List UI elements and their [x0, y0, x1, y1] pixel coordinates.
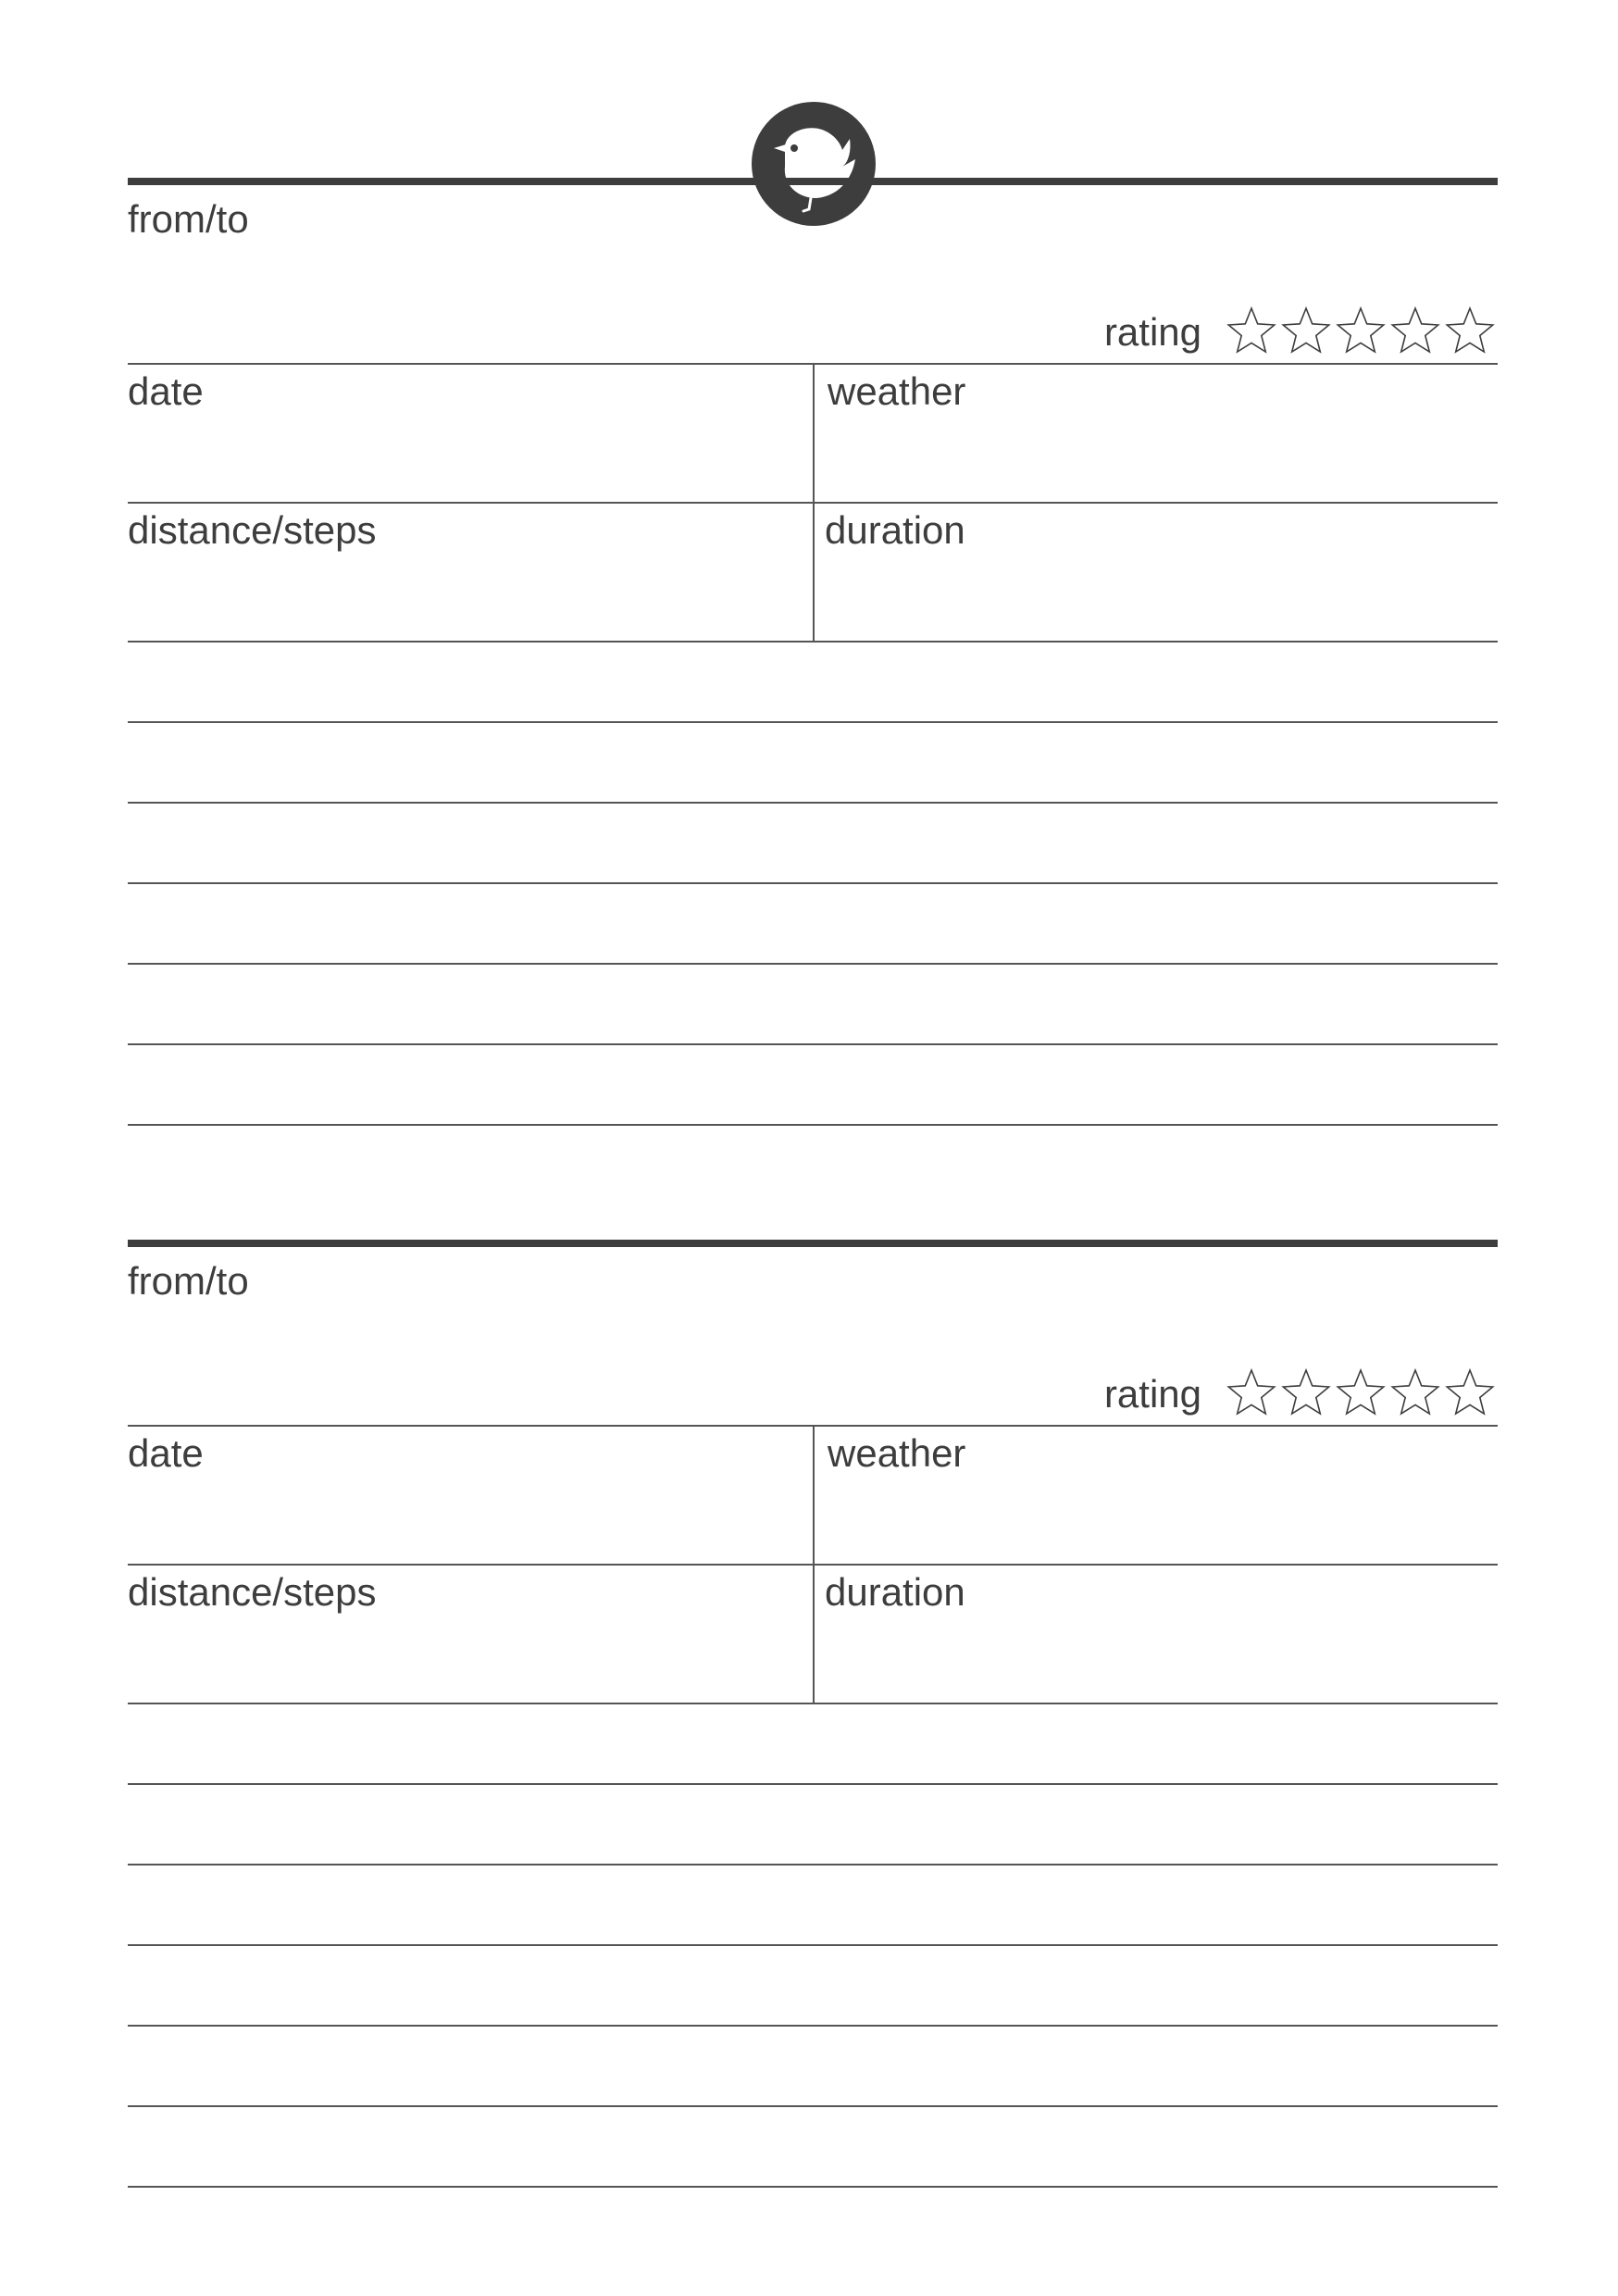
writing-line[interactable]: [128, 882, 1498, 884]
rating-row: [1104, 304, 1498, 361]
star-icon[interactable]: [1442, 305, 1498, 360]
star-icon[interactable]: [1278, 305, 1334, 360]
section-divider: [128, 178, 1498, 185]
writing-line[interactable]: [128, 963, 1498, 965]
from-to-label: from/to: [128, 1259, 249, 1303]
walk-entry-2: [128, 1173, 1498, 2228]
date-label: date: [128, 1431, 204, 1475]
star-icon[interactable]: [1224, 1366, 1279, 1422]
writing-line[interactable]: [128, 2025, 1498, 2027]
writing-line[interactable]: [128, 1864, 1498, 1866]
from-to-label: from/to: [128, 197, 249, 241]
duration-label: duration: [825, 1570, 965, 1614]
grid-line: [128, 1564, 1498, 1566]
writing-line[interactable]: [128, 1124, 1498, 1126]
star-icon[interactable]: [1333, 1366, 1388, 1422]
star-icon[interactable]: [1388, 1366, 1443, 1422]
rating-label: rating: [1103, 310, 1201, 354]
grid-line: [128, 502, 1498, 504]
writing-line[interactable]: [128, 2186, 1498, 2188]
walk-entry-1: [128, 111, 1498, 1167]
writing-line[interactable]: [128, 1043, 1498, 1045]
writing-line[interactable]: [128, 721, 1498, 723]
writing-line[interactable]: [128, 1783, 1498, 1785]
weather-label: weather: [828, 369, 966, 413]
date-label: date: [128, 369, 204, 413]
section-divider: [128, 1240, 1498, 1247]
star-icon[interactable]: [1278, 1366, 1334, 1422]
star-icon[interactable]: [1388, 305, 1443, 360]
rating-stars[interactable]: [1224, 1366, 1498, 1422]
weather-label: weather: [828, 1431, 966, 1475]
distance-steps-label: distance/steps: [128, 1570, 377, 1614]
rating-stars[interactable]: [1224, 305, 1498, 360]
duration-label: duration: [825, 508, 965, 552]
rating-row: [1104, 1366, 1498, 1423]
writing-line[interactable]: [128, 641, 1498, 643]
writing-line[interactable]: [128, 2105, 1498, 2107]
star-icon[interactable]: [1442, 1366, 1498, 1422]
star-icon[interactable]: [1333, 305, 1388, 360]
rating-label: rating: [1103, 1372, 1201, 1416]
writing-line[interactable]: [128, 1703, 1498, 1704]
star-icon[interactable]: [1224, 305, 1279, 360]
writing-line[interactable]: [128, 1944, 1498, 1946]
distance-steps-label: distance/steps: [128, 508, 377, 552]
writing-line[interactable]: [128, 802, 1498, 804]
